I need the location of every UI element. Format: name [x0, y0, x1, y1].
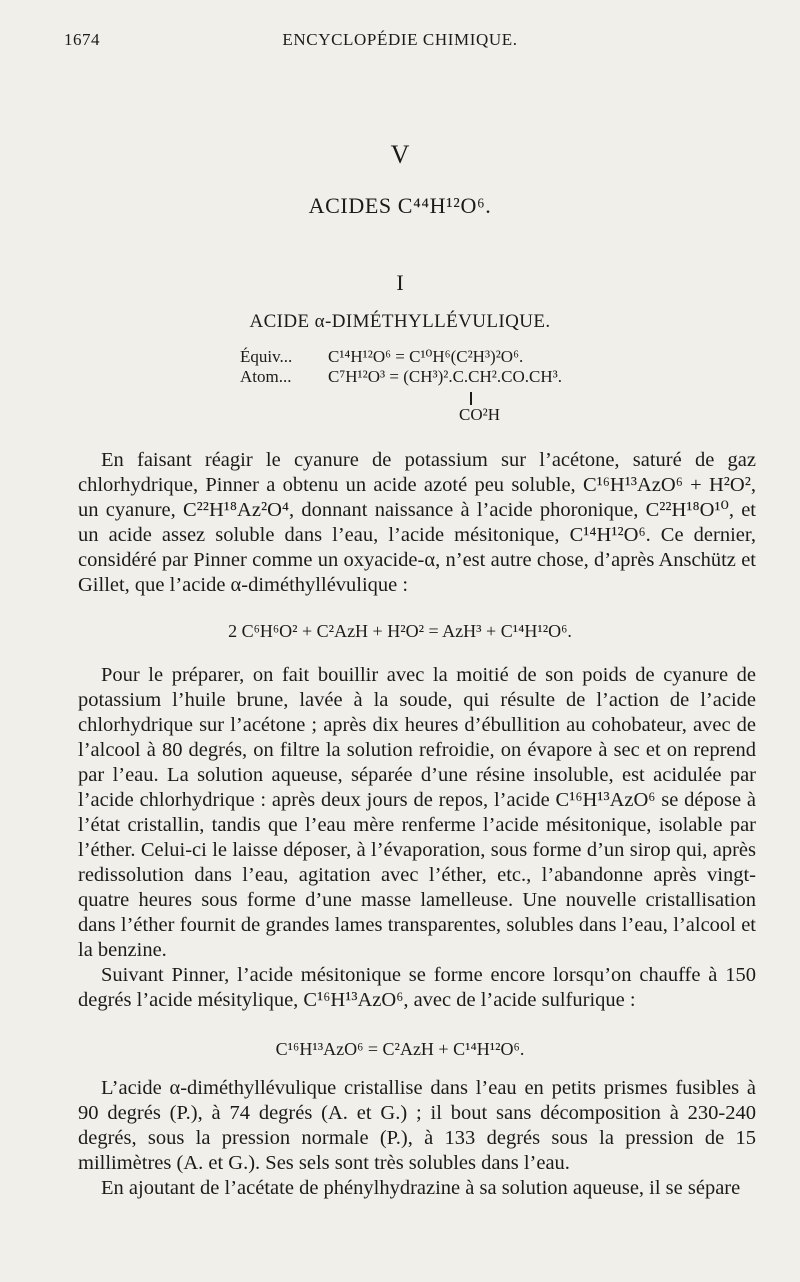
carboxyl-branch: CO²H	[459, 405, 500, 424]
page-number: 1674	[64, 30, 100, 49]
paragraph-5-text: En ajoutant de l’acétate de phénylhydrazine à sa solution aqueuse, il se sépare	[101, 1177, 741, 1199]
atom-row	[240, 367, 562, 387]
paragraph-3	[78, 963, 756, 1013]
paragraph-1-text: En faisant réagir le cyanure de potassium sur l’acétone, saturé de gaz chlorhydrique, Pinner a obtenu un acide azoté peu soluble, C¹⁶H¹³AzO⁶ + H²O², un cyanure, C²²H¹⁸Az²O⁴, donnant naissance à l’acide phoronique, C²²H¹⁸O¹⁰, et un acide assez soluble dans l’eau, l’acide mésitonique, C¹⁴H¹²O⁶. Ce dernier, considéré par Pinner comme un oxyacide-α, n’est autre chose, d’après Anschütz et Gillet, que l’acide α-diméthyllévulique :	[78, 449, 756, 596]
atom-formula: C⁷H¹²O³ = (CH³)².C.CH².CO.CH³.	[328, 367, 562, 386]
paragraph-2-text: Pour le préparer, on fait bouillir avec la moitié de son poids de cyanure de potassium l’huile brune, lavée à la soude, qui résulte de l’action de l’acide chlorhydrique sur l’acétone ; après dix heures d’ébullition au cohobateur, avec de l’alcool à 80 degrés, on filtre la solution refroidie, on évapore à sec et on reprend par l’eau. La solution aqueuse, séparée d’une résine insoluble, est acidulée par l’acide chlorhydrique : après deux jours de repos, l’acide C¹⁶H¹³AzO⁶ se dépose à l’état cristallin, tandis que l’eau mère renferme l’acide mésitonique, isolable par l’éther. Celui-ci le laisse déposer, à l’évaporation, sous forme d’un sirop qui, après redissolution dans l’eau, agitation avec l’éther, etc., l’abandonne après vingt-quatre heures sous forme d’une masse lamelleuse. Une nouvelle cristallisation dans l’éther fournit de grandes lames transparentes, solubles dans l’eau, l’alcool et la benzine.	[78, 664, 756, 961]
page-header	[0, 30, 800, 56]
equiv-row	[240, 347, 562, 367]
section-number: V	[390, 140, 410, 169]
paragraph-1	[78, 448, 756, 598]
equation-1: 2 C⁶H⁶O² + C²AzH + H²O² = AzH³ + C¹⁴H¹²O⁶.	[228, 621, 572, 641]
section-title: ACIDES C⁴⁴H¹²O⁶.	[308, 193, 492, 218]
subsection-number: I	[396, 270, 404, 295]
equiv-formula: C¹⁴H¹²O⁶ = C¹⁰H⁶(C²H³)²O⁶.	[328, 347, 524, 366]
paragraph-4	[78, 1076, 756, 1201]
equation-2: C¹⁶H¹³AzO⁶ = C²AzH + C¹⁴H¹²O⁶.	[275, 1039, 525, 1059]
paragraph-2	[78, 663, 756, 963]
branch-bond-line	[470, 392, 472, 405]
running-title: ENCYCLOPÉDIE CHIMIQUE.	[282, 30, 518, 49]
subsection-title: ACIDE α-DIMÉTHYLLÉVULIQUE.	[249, 311, 551, 332]
paragraph-4-text: L’acide α-diméthyllévulique cristallise dans l’eau en petits prismes fusibles à 90 degrés (P.), à 74 degrés (A. et G.) ; il bout sans décomposition à 230-240 degrés, sous la pression normale (P.), à 133 degrés sous la pression de 15 millimètres (A. et G.). Ses sels sont très solubles dans l’eau.	[78, 1077, 756, 1174]
atom-label: Atom...	[240, 367, 292, 386]
paragraph-3-text: Suivant Pinner, l’acide mésitonique se forme encore lorsqu’on chauffe à 150 degrés l’acide mésitylique, C¹⁶H¹³AzO⁶, avec de l’acide sulfurique :	[78, 964, 756, 1011]
equiv-label: Équiv...	[240, 347, 293, 366]
formula-block	[240, 347, 562, 387]
